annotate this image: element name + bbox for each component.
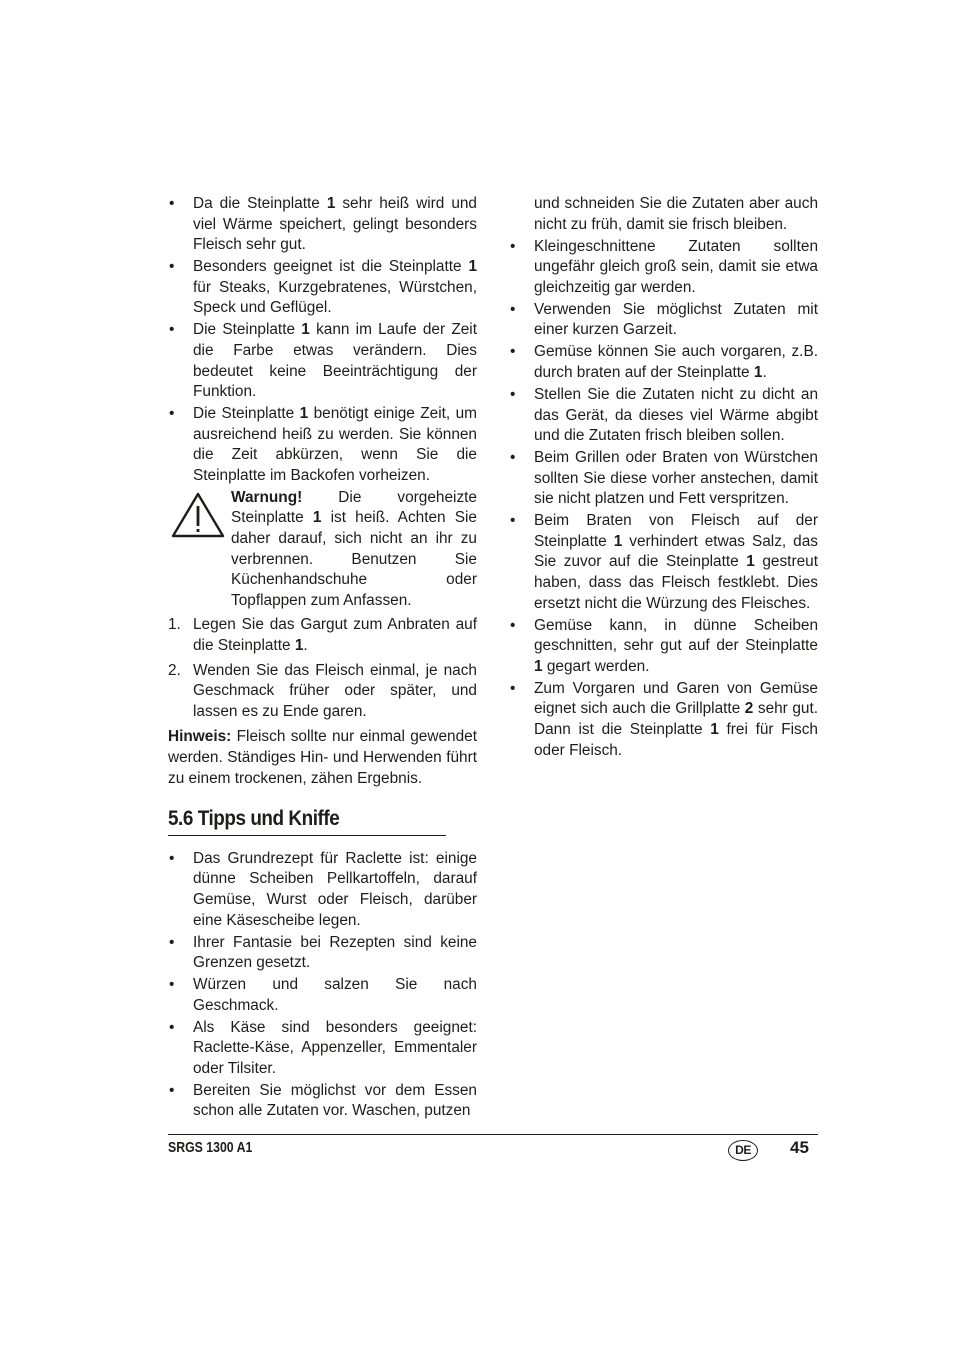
list-item: • Als Käse sind besonders geeignet: Raclette-Käse, Appenzeller, Emmentaler oder Tilsiter. xyxy=(168,1018,477,1080)
warning-note: Warnung! Die vorgeheizte Steinplatte 1 ist heiß. Achten Sie daher darauf, sich nicht an ihr zu verbrennen. Benutzen Sie Küchenhandschuhe oder Topflappen zum Anfassen. xyxy=(168,488,477,612)
list-item: • Besonders geeignet ist die Steinplatte 1 für Steaks, Kurzgebratenes, Würstchen, Speck und Geflügel. xyxy=(168,257,477,319)
language-badge: DE xyxy=(728,1140,758,1161)
list-item: • Kleingeschnittene Zutaten sollten ungefähr gleich groß sein, damit sie etwa gleichzeitig gar werden. xyxy=(509,237,818,299)
list-item: • Die Steinplatte 1 kann im Laufe der Zeit die Farbe etwas verändern. Dies bedeutet keine Beeinträchtigung der Funktion. xyxy=(168,320,477,402)
list-item: • Die Steinplatte 1 benötigt einige Zeit, um ausreichend heiß zu werden. Sie können die Zeit abkürzen, wenn Sie die Steinplatte im Backofen vorheizen. xyxy=(168,404,477,486)
list-item: • Gemüse kann, in dünne Scheiben geschnitten, sehr gut auf der Steinplatte 1 gegart werden. xyxy=(509,616,818,678)
bullet-list-tips xyxy=(168,849,477,1122)
list-item: • Beim Braten von Fleisch auf der Steinplatte 1 verhindert etwas Salz, das Sie zuvor auf die Steinplatte 1 gestreut haben, dass das Fleisch festklebt. Dies ersetzt nicht die Würzung des Fleisches. xyxy=(509,511,818,614)
bullet-list-stone-plate xyxy=(168,194,477,486)
list-item: • Würzen und salzen Sie nach Geschmack. xyxy=(168,975,477,1016)
list-item: • Das Grundrezept für Raclette ist: einige dünne Scheiben Pellkartoffeln, darauf Gemüse, Wurst oder Fleisch, darüber eine Käsescheibe legen. xyxy=(168,849,477,931)
warning-triangle-icon xyxy=(170,491,226,539)
list-item: • Gemüse können Sie auch vorgaren, z.B. durch braten auf der Steinplatte 1. xyxy=(509,342,818,383)
continued-text: und schneiden Sie die Zutaten aber auch nicht zu früh, damit sie frisch bleiben. xyxy=(534,195,818,233)
hint-note: Hinweis: Fleisch sollte nur einmal gewendet werden. Ständiges Hin- und Herwenden führt zu einem trockenen, zähen Ergebnis. xyxy=(168,728,477,787)
list-item: • Verwenden Sie möglichst Zutaten mit einer kurzen Garzeit. xyxy=(509,300,818,341)
page-number: 45 xyxy=(790,1138,809,1157)
bullet-list-tips-continued xyxy=(509,237,818,762)
list-item: • Beim Grillen oder Braten von Würstchen sollten Sie diese vorher anstechen, damit sie nicht platzen und Fett verspritzen. xyxy=(509,448,818,510)
footer-divider xyxy=(168,1134,818,1135)
step-item: 2. Wenden Sie das Fleisch einmal, je nach Geschmack früher oder später, und lassen es zu Ende garen. xyxy=(168,661,477,720)
warning-label: Warnung! xyxy=(231,488,303,506)
list-item: • Da die Steinplatte 1 sehr heiß wird und viel Wärme speichert, gelingt besonders Fleisch sehr gut. xyxy=(168,194,477,256)
list-item: • Bereiten Sie möglichst vor dem Essen schon alle Zutaten vor. Waschen, putzen xyxy=(168,1081,477,1122)
steps-list xyxy=(168,615,477,722)
footer-model-number: SRGS 1300 A1 xyxy=(168,1139,253,1156)
right-column xyxy=(509,194,818,763)
left-column xyxy=(168,194,477,1123)
list-item: • Stellen Sie die Zutaten nicht zu dicht an das Gerät, da dieses viel Wärme abgibt und die Zutaten frisch bleiben sollen. xyxy=(509,385,818,447)
list-item: • Ihrer Fantasie bei Rezepten sind keine Grenzen gesetzt. xyxy=(168,933,477,974)
list-item: • Zum Vorgaren und Garen von Gemüse eignet sich auch die Grillplatte 2 sehr gut. Dann ist die Steinplatte 1 frei für Fisch oder Fleisch. xyxy=(509,679,818,761)
section-title: 5.6 Tipps und Kniffe xyxy=(168,809,446,836)
step-item: 1. Legen Sie das Gargut zum Anbraten auf die Steinplatte 1. xyxy=(168,616,477,655)
